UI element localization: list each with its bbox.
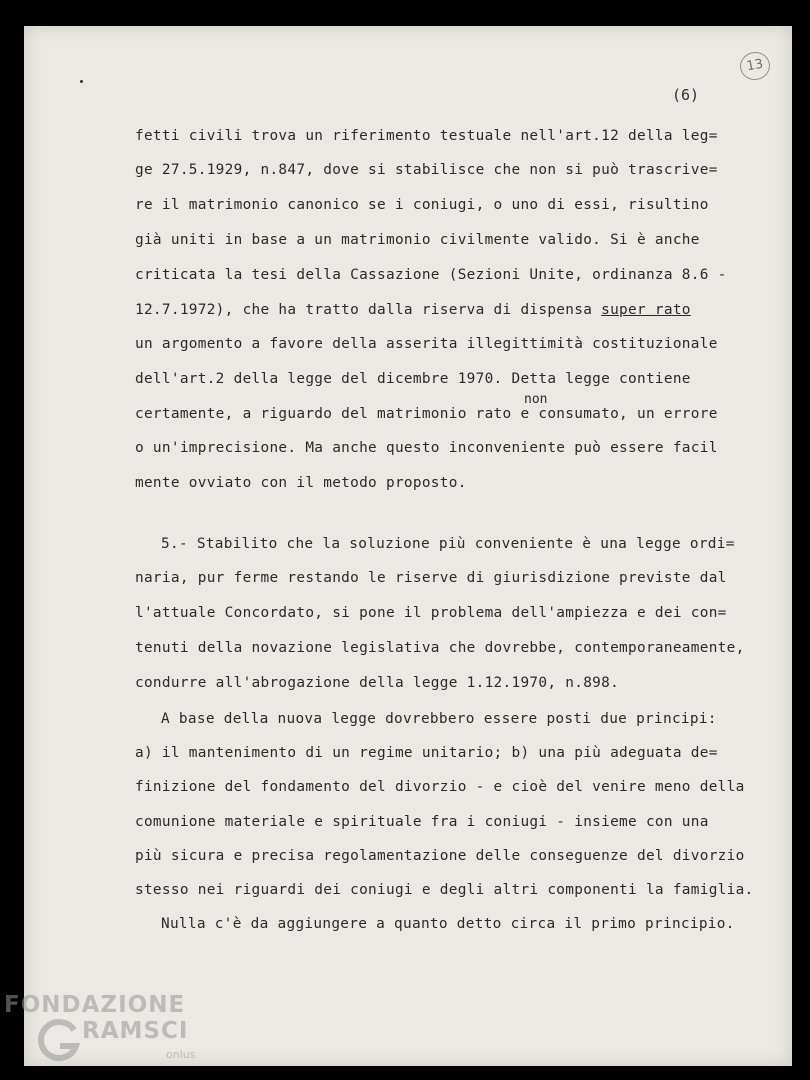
text-line: più sicura e precisa regolamentazione delle conseguenze del divorzio xyxy=(135,848,745,864)
interlinear-insertion: non xyxy=(524,392,548,407)
text-line xyxy=(135,302,691,318)
text-line: A base della nuova legge dovrebbero essere posti due principi: xyxy=(161,711,717,727)
watermark-line-1: FONDAZIONE xyxy=(4,992,186,1018)
underlined-latin-term: super rato xyxy=(601,302,691,318)
text-line: finizione del fondamento del divorzio - e cioè del venire meno della xyxy=(135,779,745,795)
fondazione-gramsci-watermark xyxy=(4,992,214,1078)
text-line: naria, pur ferme restando le riserve di giurisdizione previste dal xyxy=(135,570,727,586)
page-number: (6) xyxy=(672,86,700,104)
text-line: o un'imprecisione. Ma anche questo inconveniente può essere facil xyxy=(135,440,718,456)
text-line: fetti civili trova un riferimento testuale nell'art.12 della leg= xyxy=(135,128,718,144)
text-line: mente ovviato con il metodo proposto. xyxy=(135,475,467,491)
text-line: 5.- Stabilito che la soluzione più conveniente è una legge ordi= xyxy=(161,536,735,552)
text-line: stesso nei riguardi dei coniugi e degli altri componenti la famiglia. xyxy=(135,882,754,898)
text-line: ge 27.5.1929, n.847, dove si stabilisce che non si può trascrive= xyxy=(135,162,718,178)
document-page xyxy=(24,26,792,1066)
text-line: già uniti in base a un matrimonio civilmente valido. Si è anche xyxy=(135,232,700,248)
text-line: l'attuale Concordato, si pone il problema dell'ampiezza e dei con= xyxy=(135,605,727,621)
paper-speck xyxy=(80,80,83,83)
watermark-line-2: RAMSCI xyxy=(82,1018,189,1044)
text-line: certamente, a riguardo del matrimonio rato e consumato, un errore xyxy=(135,406,718,422)
text-line: Nulla c'è da aggiungere a quanto detto circa il primo principio. xyxy=(161,916,735,932)
text-line: condurre all'abrogazione della legge 1.12.1970, n.898. xyxy=(135,675,620,691)
text-line: comunione materiale e spirituale fra i coniugi - insieme con una xyxy=(135,814,709,830)
text-line: re il matrimonio canonico se i coniugi, o uno di essi, risultino xyxy=(135,197,709,213)
text-line: a) il mantenimento di un regime unitario; b) una più adeguata de= xyxy=(135,745,718,761)
text-line: dell'art.2 della legge del dicembre 1970. Detta legge contiene xyxy=(135,371,691,387)
text-run: 12.7.1972), che ha tratto dalla riserva di dispensa xyxy=(135,302,602,318)
text-line: tenuti della novazione legislativa che dovrebbe, contemporaneamente, xyxy=(135,640,745,656)
text-line: criticata la tesi della Cassazione (Sezioni Unite, ordinanza 8.6 - xyxy=(135,267,727,283)
text-line: un argomento a favore della asserita illegittimità costituzionale xyxy=(135,336,718,352)
watermark-suffix: onlus xyxy=(166,1048,196,1061)
g-letter-logo-icon xyxy=(34,1016,84,1066)
archive-page-number: 13 xyxy=(738,50,772,83)
